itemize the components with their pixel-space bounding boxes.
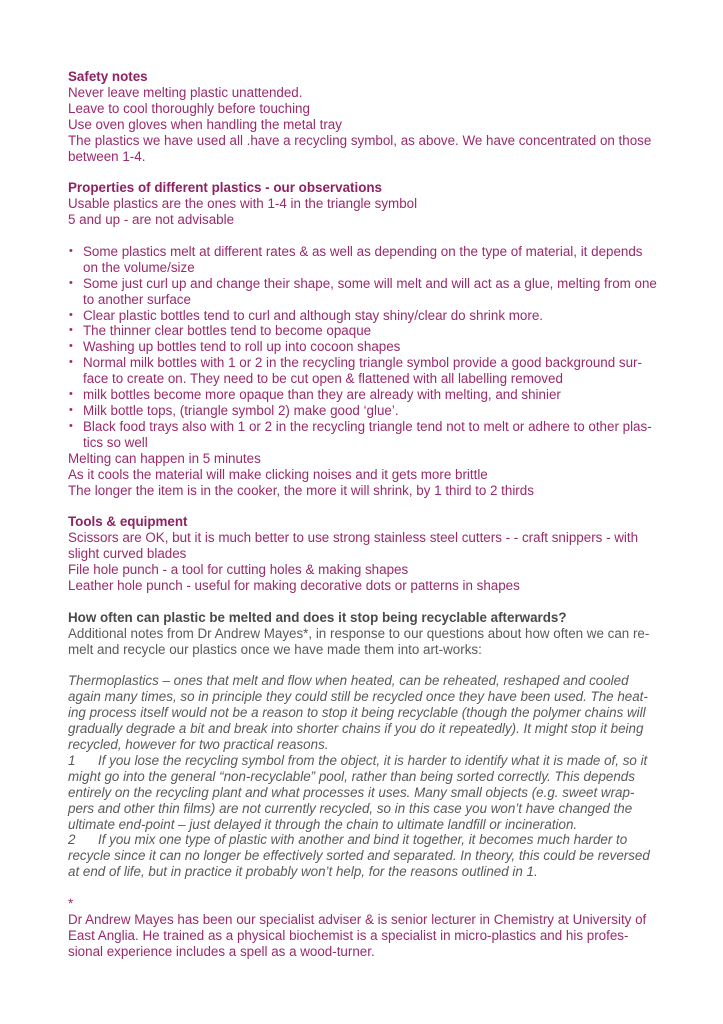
properties-note: Melting can happen in 5 minutes xyxy=(68,450,261,466)
footnote-section xyxy=(68,896,658,960)
safety-line: Use oven gloves when handling the metal tray xyxy=(68,116,342,132)
list-item: • Some just curl up and change their shape, some will melt and will act as a glue, melting from one to another surface xyxy=(68,276,658,308)
spacer xyxy=(68,657,658,673)
list-item: • Milk bottle tops, (triangle symbol 2) make good ‘glue’. xyxy=(68,403,658,419)
list-item: • Black food trays also with 1 or 2 in the recycling triangle tend not to melt or adhere to other plas-tics so well xyxy=(68,419,658,451)
list-item: • Some plastics melt at different rates & as well as depending on the type of material, it depends on the volume/size xyxy=(68,244,658,276)
list-item: • Washing up bottles tend to roll up into cocoon shapes xyxy=(68,339,658,355)
properties-intro-line: Usable plastics are the ones with 1-4 in the triangle symbol xyxy=(68,196,418,212)
footnote-text: Dr Andrew Mayes has been our specialist adviser & is senior lecturer in Chemistry at University of East Anglia. He trained as a physical biochemist is a specialist in micro-plastics and his profes-sional experience includes a spell as a wood-turner. xyxy=(68,911,647,959)
safety-section xyxy=(68,69,658,164)
recycling-reason xyxy=(68,832,658,880)
observations-list xyxy=(68,244,658,451)
reason-text: If you mix one type of plastic with another and bind it together, it becomes much harder to recycle since it can no longer be effectively sorted and separated. In theory, this could be reversed at end of life, but in practice it probably won’t help, for the reasons outlined in 1. xyxy=(68,832,650,880)
list-item: • The thinner clear bottles tend to become opaque xyxy=(68,323,658,339)
list-item: • Clear plastic bottles tend to curl and although stay shiny/clear do shrink more. xyxy=(68,308,658,324)
tools-line: Scissors are OK, but it is much better to use strong stainless steel cutters - - craft snippers - with slight curved blades xyxy=(68,530,639,562)
properties-intro-line: 5 and up - are not advisable xyxy=(68,212,235,228)
recycling-section xyxy=(68,610,658,880)
reason-text: If you lose the recycling symbol from the object, it is harder to identify what it is made of, so it might go into the general “non-recyclable” pool, rather than being sorted correctly. This depends entirely on the recycling plant and what processes it uses. Many small objects (e.g. sweet wrap-pers and other thin films) are not currently recycled, so in this case you won’t have changed the ultimate end-point – just delayed it through the chain to ultimate landfill or incineration. xyxy=(68,752,648,832)
safety-line: Leave to cool thoroughly before touching xyxy=(68,100,310,116)
tools-heading: Tools & equipment xyxy=(68,514,188,530)
reason-number: 2 xyxy=(68,832,76,848)
safety-heading: Safety notes xyxy=(68,69,148,84)
document-page xyxy=(68,69,658,960)
tools-line: File hole punch - a tool for cutting holes & making shapes xyxy=(68,562,409,578)
spacer xyxy=(68,228,658,244)
spacer xyxy=(68,498,658,514)
properties-section xyxy=(68,180,658,498)
properties-heading: Properties of different plastics - our observations xyxy=(68,180,382,196)
list-item: • milk bottles become more opaque than they are already with melting, and shinier xyxy=(68,387,658,403)
properties-note: The longer the item is in the cooker, the more it will shrink, by 1 third to 2 thirds xyxy=(68,482,534,498)
tools-section xyxy=(68,514,658,594)
tools-line: Leather hole punch - useful for making decorative dots or patterns in shapes xyxy=(68,577,520,593)
recycling-heading: How often can plastic be melted and does it stop being recyclable afterwards? xyxy=(68,609,567,625)
properties-note: As it cools the material will make clicking noises and it gets more brittle xyxy=(68,466,488,482)
reason-number: 1 xyxy=(68,752,76,768)
list-item: • Normal milk bottles with 1 or 2 in the recycling triangle symbol provide a good background sur-face to create on. They need to be cut open & flattened with all labelling removed xyxy=(68,355,658,387)
footnote-marker: * xyxy=(68,896,74,912)
recycling-quote: Thermoplastics – ones that melt and flow when heated, can be reheated, reshaped and cooled again many times, so in principle they could still be recycled once they have been used. The heat-ing process itself would not be a reason to stop it being recyclable (though the polymer chains will gradually degrade a bit and break into shorter chains if you do it repeatedly). It might stop it being recycled, however for two practical reasons. xyxy=(68,673,648,752)
recycling-reason xyxy=(68,753,658,833)
safety-line: Never leave melting plastic unattended. xyxy=(68,84,303,100)
spacer xyxy=(68,164,658,180)
spacer xyxy=(68,594,658,610)
recycling-intro: Additional notes from Dr Andrew Mayes*, in response to our questions about how often we can re-melt and recycle our plastics once we have made them into art-works: xyxy=(68,625,650,657)
safety-line: The plastics we have used all .have a recycling symbol, as above. We have concentrated on those between 1-4. xyxy=(68,132,652,164)
spacer xyxy=(68,880,658,896)
